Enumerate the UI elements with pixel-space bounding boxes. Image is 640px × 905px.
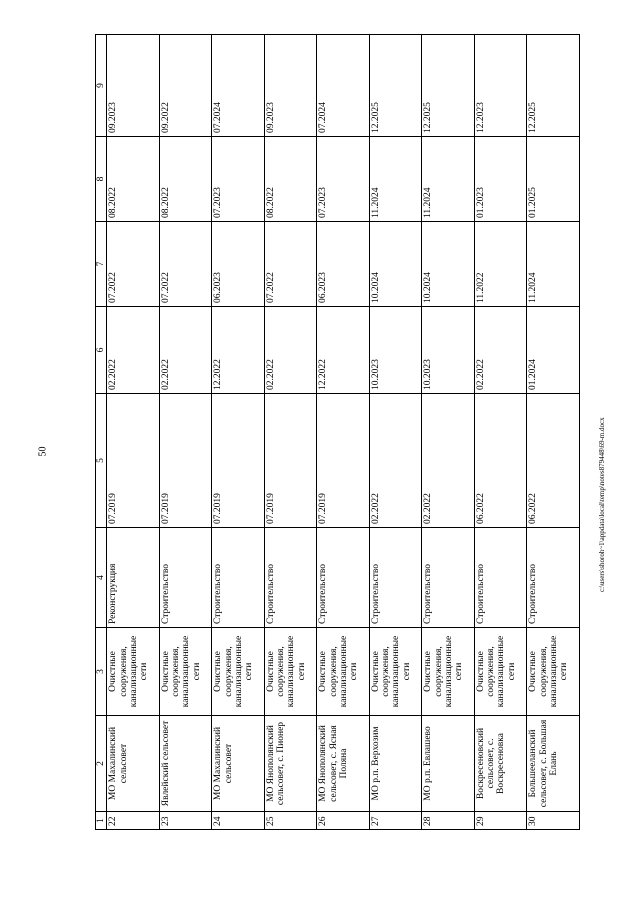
- header-cell: 3: [96, 628, 107, 716]
- date-col-6-cell: 02.2022: [159, 307, 212, 394]
- date-col-5-cell: 07.2019: [264, 394, 317, 528]
- row-number-cell: 23: [159, 812, 212, 830]
- date-col-7-cell: 06.2023: [317, 222, 370, 307]
- date-col-5-cell: 02.2022: [369, 394, 422, 528]
- header-cell: 6: [96, 307, 107, 394]
- date-col-8-cell: 08.2022: [107, 137, 160, 222]
- date-col-8-cell: 11.2024: [369, 137, 422, 222]
- work-type-cell: Строительство: [264, 528, 317, 628]
- date-col-7-cell: 07.2022: [159, 222, 212, 307]
- date-col-6-cell: 10.2023: [422, 307, 475, 394]
- work-type-cell: Строительство: [212, 528, 265, 628]
- object-name-cell: Очистные сооружения, канализационные сети: [317, 628, 370, 716]
- date-col-6-cell: 12.2022: [317, 307, 370, 394]
- date-col-9-cell: 12.2023: [474, 35, 527, 137]
- date-col-5-cell: 06.2022: [474, 394, 527, 528]
- date-col-5-cell: 02.2022: [422, 394, 475, 528]
- municipality-cell: Воскресеновский сельсовет, с. Воскресеновка: [474, 716, 527, 812]
- date-col-7-cell: 10.2024: [422, 222, 475, 307]
- date-col-5-cell: 06.2022: [527, 394, 580, 528]
- date-col-8-cell: 11.2024: [422, 137, 475, 222]
- work-type-cell: Строительство: [422, 528, 475, 628]
- work-type-cell: Строительство: [527, 528, 580, 628]
- row-number-cell: 24: [212, 812, 265, 830]
- date-col-8-cell: 08.2022: [159, 137, 212, 222]
- row-number-cell: 29: [474, 812, 527, 830]
- row-number-cell: 26: [317, 812, 370, 830]
- header-cell: 1: [96, 812, 107, 830]
- table-row: [527, 35, 580, 830]
- date-col-7-cell: 11.2024: [527, 222, 580, 307]
- date-col-8-cell: 08.2022: [264, 137, 317, 222]
- date-col-7-cell: 11.2022: [474, 222, 527, 307]
- municipality-cell: МО р.п. Верхозим: [369, 716, 422, 812]
- date-col-6-cell: 02.2022: [107, 307, 160, 394]
- schedule-table: [95, 34, 580, 830]
- municipality-cell: МО Махалинский сельсовет: [107, 716, 160, 812]
- header-cell: 8: [96, 137, 107, 222]
- rotated-table-container: [95, 35, 580, 830]
- work-type-cell: Строительство: [159, 528, 212, 628]
- date-col-6-cell: 01.2024: [527, 307, 580, 394]
- object-name-cell: Очистные сооружения, канализационные сети: [474, 628, 527, 716]
- row-number-cell: 22: [107, 812, 160, 830]
- date-col-6-cell: 10.2023: [369, 307, 422, 394]
- table-row: [212, 35, 265, 830]
- row-number-cell: 30: [527, 812, 580, 830]
- date-col-8-cell: 01.2023: [474, 137, 527, 222]
- footer-file-path: c:\users\shoroh~1\appdata\local\temp\notes879448\69-m.docx: [598, 417, 606, 592]
- date-col-9-cell: 09.2023: [264, 35, 317, 137]
- table-row: [264, 35, 317, 830]
- work-type-cell: Реконструкция: [107, 528, 160, 628]
- municipality-cell: МО Махалинский сельсовет: [212, 716, 265, 812]
- date-col-8-cell: 01.2025: [527, 137, 580, 222]
- table-row: [369, 35, 422, 830]
- date-col-9-cell: 12.2025: [527, 35, 580, 137]
- object-name-cell: Очистные сооружения, канализационные сети: [212, 628, 265, 716]
- date-col-5-cell: 07.2019: [159, 394, 212, 528]
- page-number: 50: [37, 446, 49, 457]
- date-col-6-cell: 12.2022: [212, 307, 265, 394]
- table-row: [474, 35, 527, 830]
- object-name-cell: Очистные сооружения, канализационные сети: [369, 628, 422, 716]
- header-cell: 9: [96, 35, 107, 137]
- header-cell: 7: [96, 222, 107, 307]
- date-col-7-cell: 07.2022: [107, 222, 160, 307]
- header-cell: 4: [96, 528, 107, 628]
- date-col-9-cell: 12.2025: [369, 35, 422, 137]
- work-type-cell: Строительство: [474, 528, 527, 628]
- row-number-cell: 27: [369, 812, 422, 830]
- date-col-9-cell: 07.2024: [212, 35, 265, 137]
- date-col-9-cell: 09.2023: [107, 35, 160, 137]
- date-col-7-cell: 07.2022: [264, 222, 317, 307]
- header-cell: 5: [96, 394, 107, 528]
- date-col-7-cell: 10.2024: [369, 222, 422, 307]
- date-col-5-cell: 07.2019: [107, 394, 160, 528]
- object-name-cell: Очистные сооружения, канализационные сети: [422, 628, 475, 716]
- table-row: [159, 35, 212, 830]
- date-col-5-cell: 07.2019: [212, 394, 265, 528]
- municipality-cell: МО Янополянский сельсовет, с. Ясная Поляна: [317, 716, 370, 812]
- date-col-6-cell: 02.2022: [264, 307, 317, 394]
- date-col-7-cell: 06.2023: [212, 222, 265, 307]
- table-row: [422, 35, 475, 830]
- municipality-cell: МО р.п. Евлашево: [422, 716, 475, 812]
- date-col-6-cell: 02.2022: [474, 307, 527, 394]
- work-type-cell: Строительство: [369, 528, 422, 628]
- municipality-cell: Большееланский сельсовет, с. Большая Елань: [527, 716, 580, 812]
- date-col-9-cell: 07.2024: [317, 35, 370, 137]
- object-name-cell: Очистные сооружения, канализационные сети: [264, 628, 317, 716]
- table-row: [317, 35, 370, 830]
- header-row: [96, 35, 107, 830]
- object-name-cell: Очистные сооружения, канализационные сети: [159, 628, 212, 716]
- municipality-cell: Явлейский сельсовет: [159, 716, 212, 812]
- header-cell: 2: [96, 716, 107, 812]
- row-number-cell: 28: [422, 812, 475, 830]
- date-col-9-cell: 09.2022: [159, 35, 212, 137]
- date-col-9-cell: 12.2025: [422, 35, 475, 137]
- object-name-cell: Очистные сооружения, канализационные сети: [527, 628, 580, 716]
- work-type-cell: Строительство: [317, 528, 370, 628]
- row-number-cell: 25: [264, 812, 317, 830]
- date-col-8-cell: 07.2023: [317, 137, 370, 222]
- object-name-cell: Очистные сооружения, канализационные сети: [107, 628, 160, 716]
- date-col-5-cell: 07.2019: [317, 394, 370, 528]
- municipality-cell: МО Янополянский сельсовет, с. Пионер: [264, 716, 317, 812]
- table-row: [107, 35, 160, 830]
- date-col-8-cell: 07.2023: [212, 137, 265, 222]
